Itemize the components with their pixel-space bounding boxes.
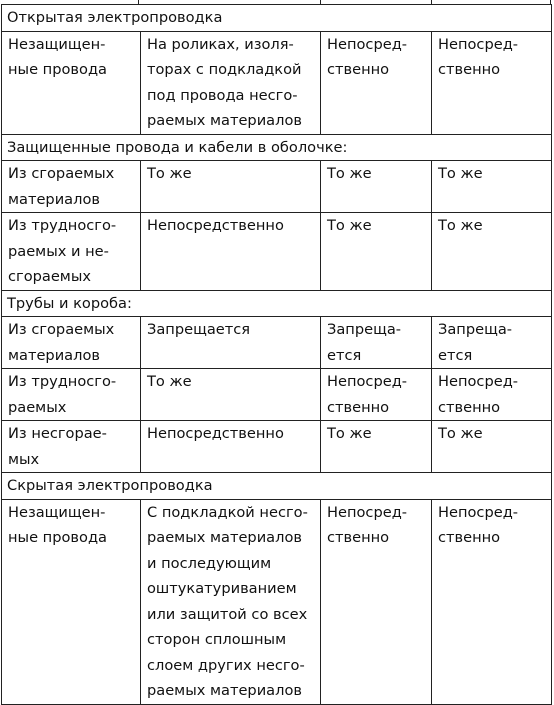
section-header-row bbox=[2, 290, 552, 317]
wiring-installation-table bbox=[1, 4, 552, 705]
table-row bbox=[2, 31, 552, 134]
cell-conductor-type: Из сгораемых материалов bbox=[2, 317, 141, 369]
cell-installation-method: То же bbox=[141, 369, 321, 421]
cell-value: То же bbox=[321, 213, 432, 291]
cell-conductor-type: Из трудносго- раемых и не- сгораемых bbox=[2, 213, 141, 291]
cell-value: То же bbox=[432, 421, 552, 473]
cell-value: Непосред- ственно bbox=[321, 369, 432, 421]
cell-value: То же bbox=[432, 161, 552, 213]
cell-conductor-type: Незащищен- ные провода bbox=[2, 31, 141, 134]
section-title: Скрытая электропроводка bbox=[2, 473, 552, 500]
section-title: Защищенные провода и кабели в оболочке: bbox=[2, 134, 552, 161]
cell-value: То же bbox=[321, 421, 432, 473]
section-title: Открытая электропроводка bbox=[2, 5, 552, 32]
cell-installation-method: Непосредственно bbox=[141, 213, 321, 291]
cell-value: Непосред- ственно bbox=[321, 31, 432, 134]
section-header-row bbox=[2, 134, 552, 161]
cell-installation-method: То же bbox=[141, 161, 321, 213]
cell-conductor-type: Из несгорае- мых bbox=[2, 421, 141, 473]
table-row bbox=[2, 369, 552, 421]
cell-installation-method: На роликах, изоля- торах с подкладкой под провода несго- раемых материалов bbox=[141, 31, 321, 134]
cell-conductor-type: Незащищен- ные провода bbox=[2, 499, 141, 704]
section-title: Трубы и короба: bbox=[2, 290, 552, 317]
table-row bbox=[2, 213, 552, 291]
cell-conductor-type: Из трудносго- раемых bbox=[2, 369, 141, 421]
cell-installation-method: Запрещается bbox=[141, 317, 321, 369]
table-row bbox=[2, 161, 552, 213]
cell-installation-method: Непосредственно bbox=[141, 421, 321, 473]
cell-value: Непосред- ственно bbox=[321, 499, 432, 704]
cell-conductor-type: Из сгораемых материалов bbox=[2, 161, 141, 213]
table-row bbox=[2, 317, 552, 369]
table-row bbox=[2, 421, 552, 473]
cell-value: Запреща- ется bbox=[321, 317, 432, 369]
cell-value: Запреща- ется bbox=[432, 317, 552, 369]
cell-value: Непосред- ственно bbox=[432, 369, 552, 421]
cell-value: Непосред- ственно bbox=[432, 499, 552, 704]
section-header-row bbox=[2, 473, 552, 500]
cell-value: Непосред- ственно bbox=[432, 31, 552, 134]
table-row bbox=[2, 499, 552, 704]
cell-installation-method: С подкладкой несго- раемых материалов и последующим оштукатуриванием или защитой со всех сторон сплошным слоем других несго- раемых материалов bbox=[141, 499, 321, 704]
cell-value: То же bbox=[432, 213, 552, 291]
cell-value: То же bbox=[321, 161, 432, 213]
section-header-row bbox=[2, 5, 552, 32]
